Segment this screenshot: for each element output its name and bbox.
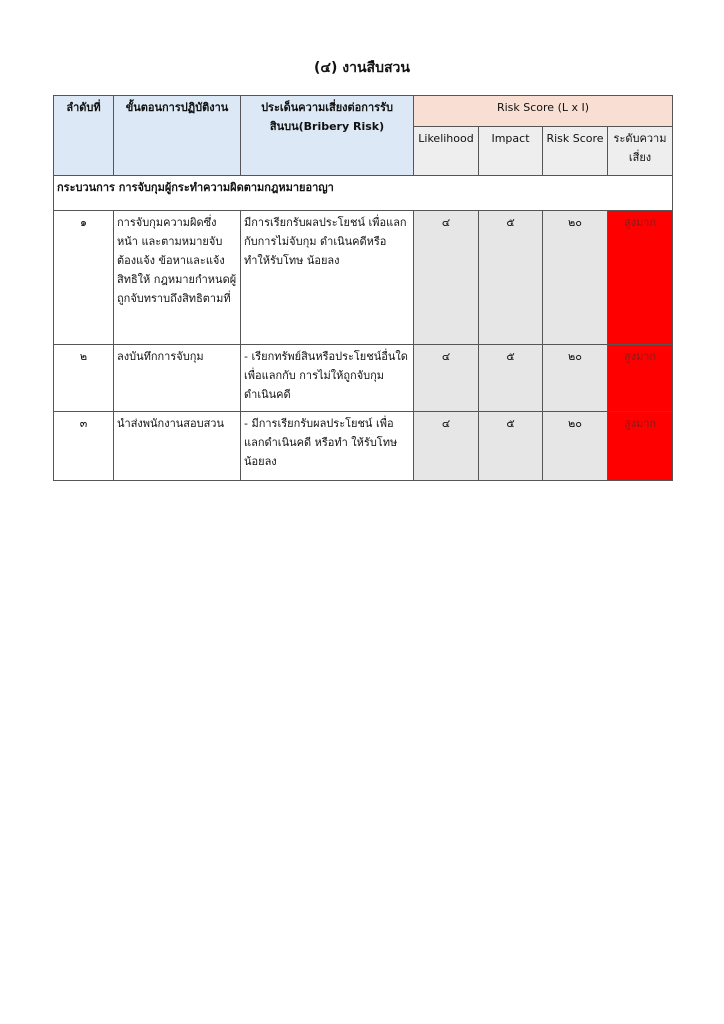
table-row <box>54 211 673 345</box>
row-likelihood: ๔ <box>414 211 479 345</box>
header-impact: Impact <box>479 127 543 176</box>
header-row-top <box>54 96 673 127</box>
header-risk-score: Risk Score <box>543 127 608 176</box>
row-likelihood: ๔ <box>414 412 479 481</box>
header-risk-level: ระดับความเสี่ยง <box>608 127 673 176</box>
row-impact: ๕ <box>479 345 543 412</box>
row-impact: ๕ <box>479 412 543 481</box>
header-no: ลำดับที่ <box>54 96 114 176</box>
header-likelihood: Likelihood <box>414 127 479 176</box>
row-step: การจับกุมความผิดซึ่งหน้า และตามหมายจับต้องแจ้ง ข้อหาและแจ้งสิทธิให้ กฎหมายกำหนดผู้ถูกจับทราบถึงสิทธิตามที่ <box>114 211 241 345</box>
row-risk-level: สูงมาก <box>608 345 673 412</box>
table-row <box>54 412 673 481</box>
row-risk-level: สูงมาก <box>608 211 673 345</box>
group-row <box>54 176 673 211</box>
row-number: ๑ <box>54 211 114 345</box>
group-label: กระบวนการ การจับกุมผู้กระทำความผิดตามกฎหมายอาญา <box>54 176 673 211</box>
row-impact: ๕ <box>479 211 543 345</box>
row-risk-level: สูงมาก <box>608 412 673 481</box>
page-title: (๔) งานสืบสวน <box>314 60 410 76</box>
row-issue: - มีการเรียกรับผลประโยชน์ เพื่อแลกดำเนินคดี หรือทำ ให้รับโทษน้อยลง <box>241 412 414 481</box>
row-likelihood: ๔ <box>414 345 479 412</box>
row-risk-score: ๒๐ <box>543 211 608 345</box>
row-issue: - เรียกทรัพย์สินหรือประโยชน์อื่นใดเพื่อแลกกับ การไม่ให้ถูกจับกุมดำเนินคดี <box>241 345 414 412</box>
risk-table <box>53 95 673 481</box>
table-row <box>54 345 673 412</box>
row-number: ๒ <box>54 345 114 412</box>
row-step: ลงบันทึกการจับกุม <box>114 345 241 412</box>
row-issue: มีการเรียกรับผลประโยชน์ เพื่อแลกกับการไม่จับกุม ดำเนินคดีหรือทำให้รับโทษ น้อยลง <box>241 211 414 345</box>
row-risk-score: ๒๐ <box>543 412 608 481</box>
row-step: นำส่งพนักงานสอบสวน <box>114 412 241 481</box>
header-issue: ประเด็นความเสี่ยงต่อการรับสินบน(Bribery Risk) <box>241 96 414 176</box>
header-step: ขั้นตอนการปฏิบัติงาน <box>114 96 241 176</box>
header-risk-score-group: Risk Score (L x I) <box>414 96 673 127</box>
row-number: ๓ <box>54 412 114 481</box>
row-risk-score: ๒๐ <box>543 345 608 412</box>
